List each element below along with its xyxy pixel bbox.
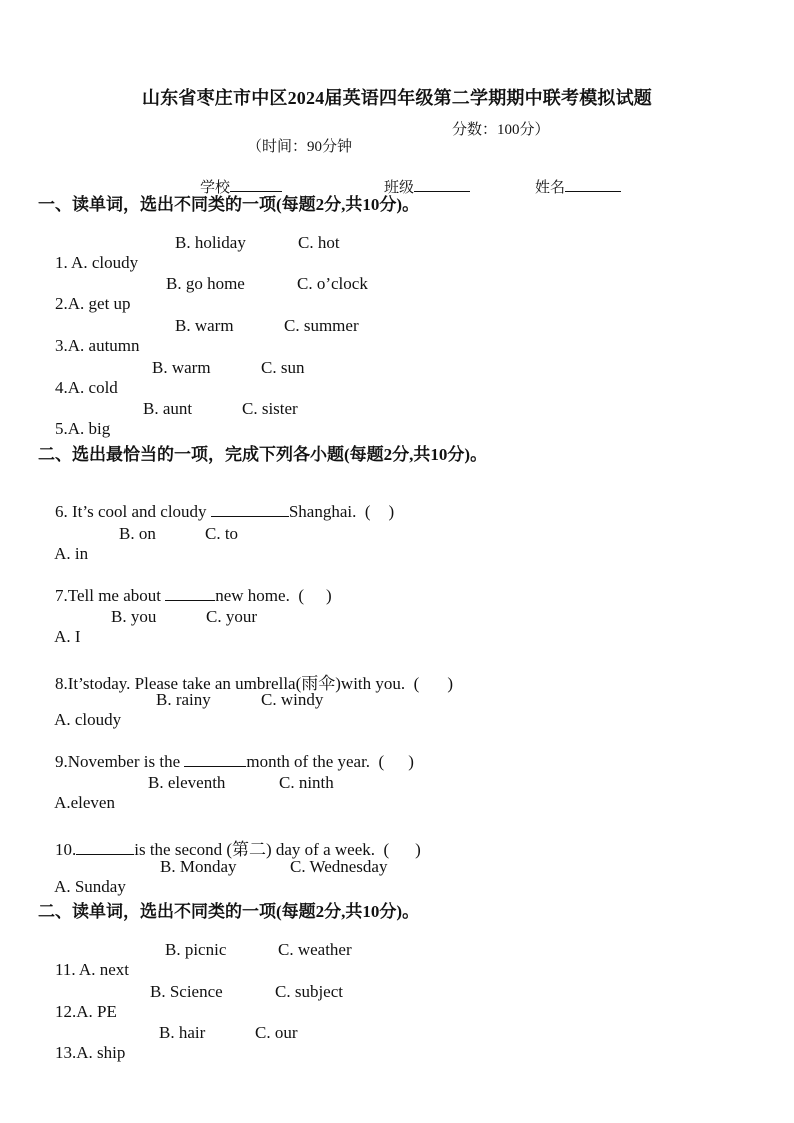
question-text: 6. It’s cool and cloudy (55, 502, 211, 521)
answer-blank[interactable] (184, 766, 246, 767)
option-b: B. aunt (143, 399, 193, 418)
class-blank[interactable] (414, 191, 470, 192)
question-text: 9.November is the (55, 752, 185, 771)
paren-close: ) (326, 586, 332, 605)
paren-close: ) (447, 674, 453, 693)
option-a: A. cloudy (54, 710, 122, 729)
option-a: A. in (54, 544, 89, 563)
section-heading: 二、选出最恰当的一项，完成下列各小题(每题2分,共10分)。 (38, 445, 488, 464)
option-c: C. our (255, 1023, 298, 1042)
option-b: B. warm (175, 316, 234, 335)
option-a: 12.A. PE (55, 1002, 117, 1021)
total-score: 分数：100分） (452, 122, 550, 138)
paren-close: ) (408, 752, 414, 771)
option-c: C. sun (261, 358, 305, 377)
option-b: B. Science (150, 982, 223, 1001)
option-b: B. go home (166, 274, 245, 293)
option-b: B. picnic (165, 940, 227, 959)
option-b: B. on (119, 524, 156, 543)
question-text: Shanghai. ( (288, 502, 371, 521)
question-text: 8.It’stoday. Please take an umbrella(雨伞)with you. ( (55, 674, 420, 693)
paren-close: ) (388, 502, 395, 521)
question-7 (38, 566, 332, 626)
section-heading: 二、读单词，选出不同类的一项(每题2分,共10分)。 (38, 902, 420, 921)
option-b: B. Monday (160, 857, 237, 876)
option-a: 13.A. ship (55, 1043, 126, 1062)
option-c: C. sister (242, 399, 298, 418)
question-13 (38, 1023, 298, 1123)
name-blank[interactable] (565, 191, 621, 192)
option-b: B. holiday (175, 233, 246, 252)
option-c: C. hot (298, 233, 340, 252)
section-heading: 一、读单词，选出不同类的一项(每题2分,共10分)。 (38, 195, 420, 214)
option-a: 11. A. next (55, 960, 129, 979)
question-text: new home. ( (215, 586, 304, 605)
answer-blank[interactable] (211, 516, 289, 517)
answer-blank[interactable] (76, 854, 134, 855)
option-a: 5.A. big (55, 419, 111, 438)
name-label: 姓名 (535, 180, 566, 196)
option-a: 2.A. get up (55, 294, 131, 313)
option-a: A. Sunday (54, 877, 126, 896)
option-b: B. warm (152, 358, 211, 377)
option-a: 1. A. cloudy (55, 253, 139, 272)
option-b: B. rainy (156, 690, 211, 709)
option-c: C. your (206, 607, 257, 626)
question-text: month of the year. ( (246, 752, 385, 771)
page-title: 山东省枣庄市中区2024届英语四年级第二学期期中联考模拟试题 (142, 88, 652, 108)
question-text: 10. (55, 840, 77, 859)
class-label: 班级 (384, 180, 415, 196)
option-c: C. o’clock (297, 274, 368, 293)
answer-blank[interactable] (165, 600, 215, 601)
option-a: A. I (54, 627, 81, 646)
option-b: B. eleventh (148, 773, 226, 792)
option-a: 3.A. autumn (55, 336, 140, 355)
option-c: C. summer (284, 316, 359, 335)
option-c: C. windy (261, 690, 324, 709)
school-label: 学校 (200, 180, 231, 196)
time-limit: （时间：90分钟 (247, 139, 353, 155)
option-a: 4.A. cold (55, 378, 118, 397)
option-c: C. to (205, 524, 239, 543)
name-field (520, 159, 621, 214)
option-b: B. you (111, 607, 157, 626)
option-c: C. subject (275, 982, 343, 1001)
option-c: C. weather (278, 940, 352, 959)
question-text: 7.Tell me about (55, 586, 166, 605)
paren-close: ) (415, 840, 421, 859)
question-text: is the second (第二) day of a week. ( (134, 840, 390, 859)
option-b: B. hair (159, 1023, 206, 1042)
option-a: A.eleven (54, 793, 115, 812)
option-c: C. Wednesday (290, 857, 388, 876)
option-c: C. ninth (279, 773, 334, 792)
